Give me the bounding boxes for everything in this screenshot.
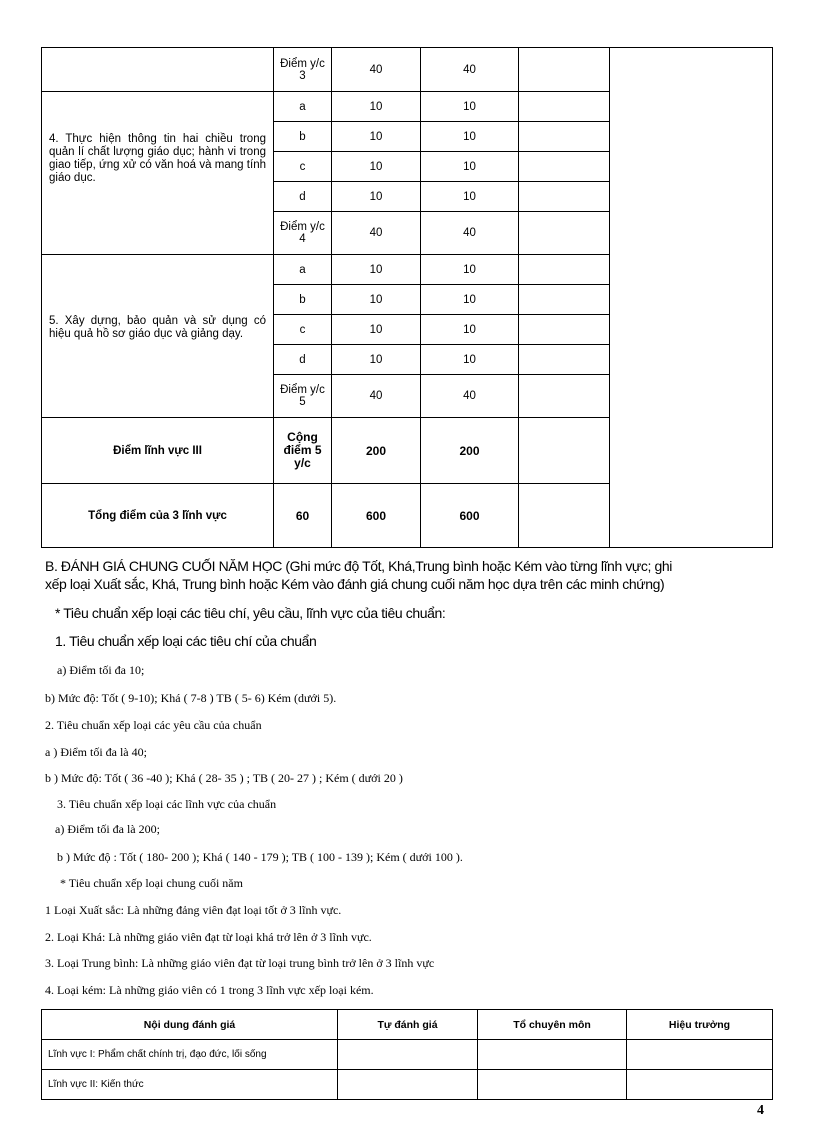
summary-row: Lĩnh vực II: Kiến thức — [42, 1070, 773, 1100]
criteria-item-3b: b ) Mức độ : Tốt ( 180- 200 ); Khá ( 140 - 179 ); TB ( 100 - 139 ); Kém ( dưới 100 ). — [57, 850, 463, 864]
criteria-intro: * Tiêu chuẩn xếp loại các tiêu chí, yêu cầu, lĩnh vực của tiêu chuẩn: — [55, 605, 446, 621]
header-principal: Hiệu trưởng — [627, 1010, 773, 1040]
criteria-item-1a: a) Điểm tối đa 10; — [57, 663, 145, 677]
req3-total-row — [42, 48, 773, 92]
section-b-heading-line2: xếp loại Xuất sắc, Khá, Trung bình hoặc Kém vào đánh giá chung cuối năm học dựa trên các minh chứng) — [45, 576, 665, 592]
criteria-item-3: 3. Tiêu chuẩn xếp loại các lĩnh vực của chuẩn — [57, 797, 277, 811]
max-score: 40 — [332, 48, 421, 92]
requirement-4-description: 4. Thực hiện thông tin hai chiều trong quản lí chất lượng giáo dục; hành vi trong giao tiếp, ứng xử có văn hoá và mang tính giáo dục. — [42, 92, 274, 255]
criterion-row: b 10 10 — [42, 285, 773, 315]
evaluation-score-table — [41, 47, 773, 548]
criterion-row: c 10 10 — [42, 315, 773, 345]
header-self-assessment: Tự đánh giá — [338, 1010, 478, 1040]
grand-total-row: Tổng điểm của 3 lĩnh vực 60 600 600 — [42, 484, 773, 548]
criteria-item-1: 1. Tiêu chuẩn xếp loại các tiêu chí của chuẩn — [55, 633, 317, 649]
grade-average: 3. Loại Trung bình: Là những giáo viên đạt từ loại trung bình trở lên ở 3 lĩnh vực — [45, 956, 435, 970]
score-label: Điểm y/c 3 — [274, 48, 332, 92]
header-content: Nội dung đánh giá — [42, 1010, 338, 1040]
criterion-row: 5. Xây dựng, bảo quản và sử dụng có hiệu quả hồ sơ giáo dục và giảng dạy. a 10 10 — [42, 255, 773, 285]
criterion-row: d 10 10 — [42, 345, 773, 375]
requirement-5-description: 5. Xây dựng, bảo quản và sử dụng có hiệu quả hồ sơ giáo dục và giảng dạy. — [42, 255, 274, 418]
criteria-item-1b: b) Mức độ: Tốt ( 9-10); Khá ( 7-8 ) TB ( 5- 6) Kém (dưới 5). — [45, 691, 337, 705]
general-criteria-heading: * Tiêu chuẩn xếp loại chung cuối năm — [60, 876, 243, 890]
criteria-item-2: 2. Tiêu chuẩn xếp loại các yêu cầu của chuẩn — [45, 718, 262, 732]
req4-total-row: Điểm y/c 4 40 40 — [42, 212, 773, 255]
self-assessment-cell[interactable] — [338, 1040, 478, 1070]
criterion-row: c 10 10 — [42, 152, 773, 182]
criteria-item-2a: a ) Điểm tối đa là 40; — [45, 745, 147, 759]
field3-total-row: Điểm lĩnh vực III Cộng điểm 5 y/c 200 200 — [42, 418, 773, 484]
notes-cell — [610, 48, 773, 548]
principal-cell[interactable] — [627, 1040, 773, 1070]
summary-row: Lĩnh vực I: Phẩm chất chính trị, đạo đức, lối sống — [42, 1040, 773, 1070]
criteria-item-2b: b ) Mức độ: Tốt ( 36 -40 ); Khá ( 28- 35 ) ; TB ( 20- 27 ) ; Kém ( dưới 20 ) — [45, 771, 403, 785]
department-cell[interactable] — [478, 1040, 627, 1070]
self-assessment-cell[interactable] — [338, 1070, 478, 1100]
criterion-row: 4. Thực hiện thông tin hai chiều trong quản lí chất lượng giáo dục; hành vi trong giao tiếp, ứng xử có văn hoá và mang tính giáo dục. a 10 10 — [42, 92, 773, 122]
criterion-row: d 10 10 — [42, 182, 773, 212]
grade-excellent: 1 Loại Xuất sắc: Là những đảng viên đạt loại tốt ở 3 lĩnh vực. — [45, 903, 342, 917]
principal-cell[interactable] — [627, 1070, 773, 1100]
section-b-heading-line1: B. ĐÁNH GIÁ CHUNG CUỐI NĂM HỌC (Ghi mức độ Tốt, Khá,Trung bình hoặc Kém vào từng lĩnh vực; ghi — [45, 558, 672, 574]
department-cell[interactable] — [478, 1070, 627, 1100]
self-score: 40 — [421, 48, 519, 92]
grade-poor: 4. Loại kém: Là những giáo viên có 1 trong 3 lĩnh vực xếp loại kém. — [45, 983, 374, 997]
summary-header-row — [42, 1010, 773, 1040]
page-number: 4 — [757, 1103, 764, 1118]
criteria-item-3a: a) Điểm tối đa là 200; — [55, 822, 160, 836]
grade-good: 2. Loại Khá: Là những giáo viên đạt từ loại khá trở lên ở 3 lĩnh vực. — [45, 930, 372, 944]
summary-evaluation-table — [41, 1009, 773, 1100]
criterion-row: b 10 10 — [42, 122, 773, 152]
req5-total-row: Điểm y/c 5 40 40 — [42, 375, 773, 418]
header-department: Tổ chuyên môn — [478, 1010, 627, 1040]
